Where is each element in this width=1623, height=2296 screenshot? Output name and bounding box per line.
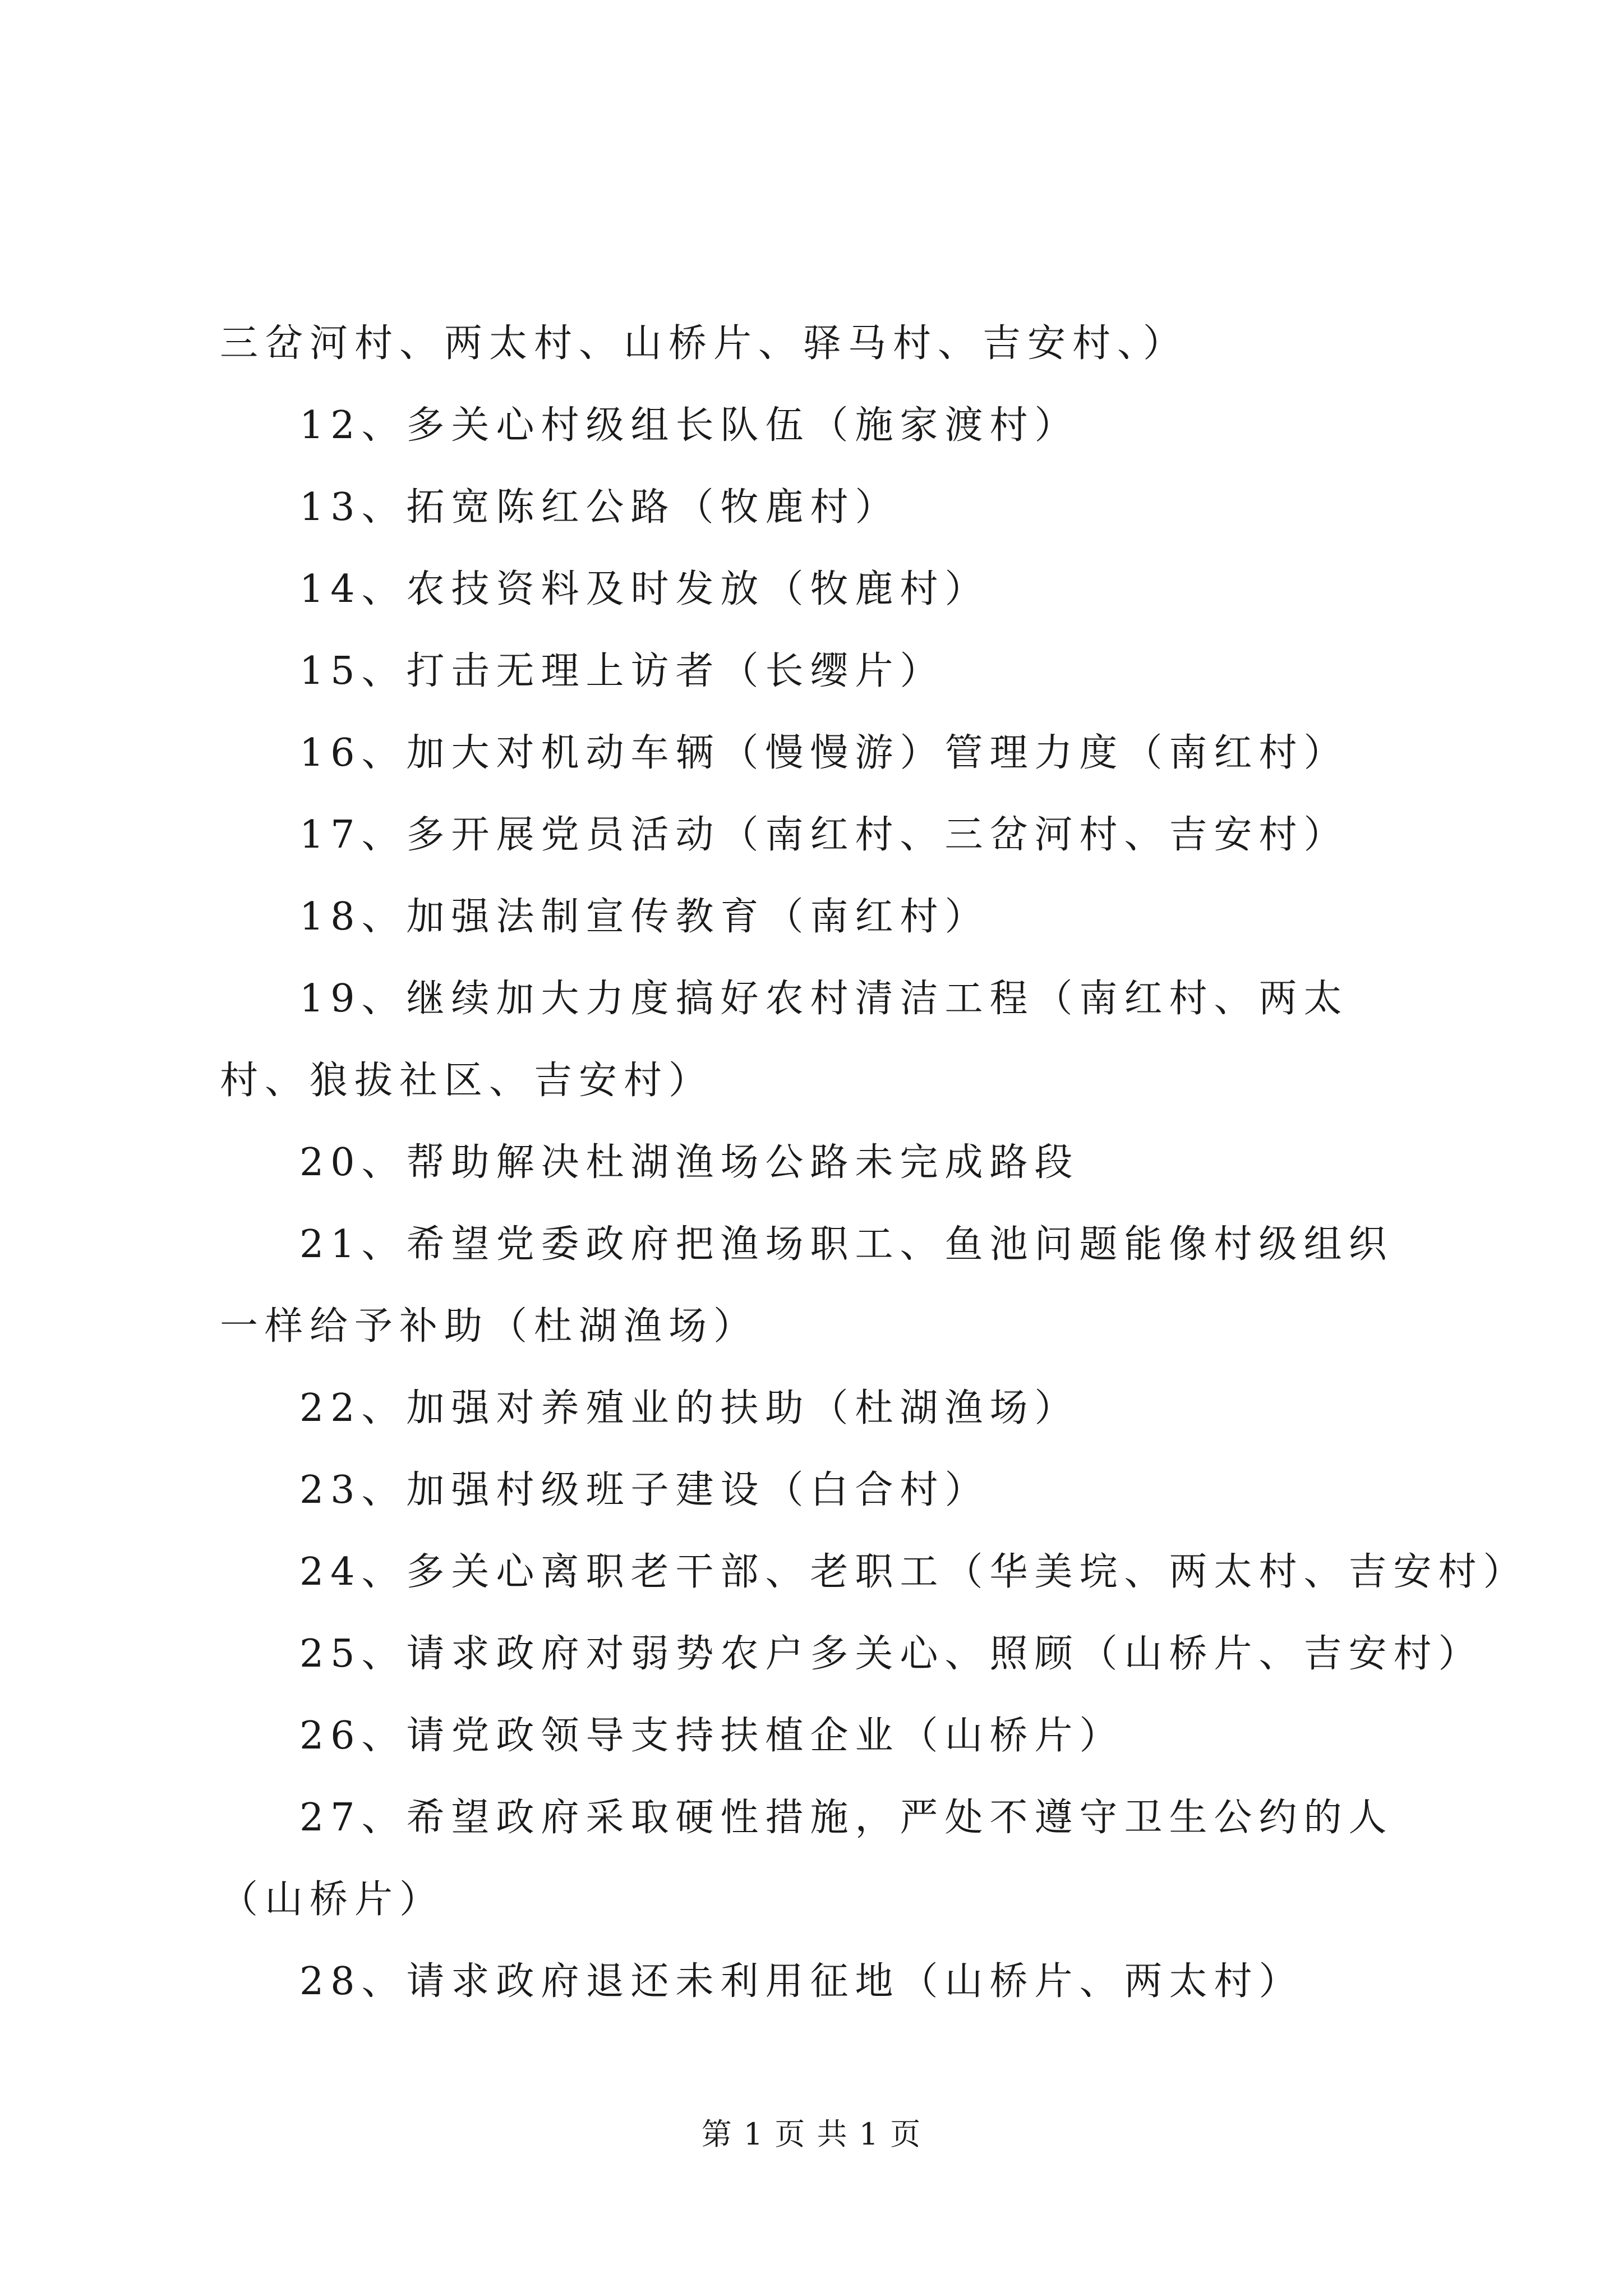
list-item-14: 14、农技资料及时发放（牧鹿村）	[299, 567, 990, 611]
list-item-16: 16、加大对机动车辆（慢慢游）管理力度（南红村）	[299, 731, 1349, 775]
list-item-26: 26、请党政领导支持扶植企业（山桥片）	[299, 1714, 1124, 1758]
list-item-19: 19、继续加大力度搞好农村清洁工程（南红村、两太村、狼拔社区、吉安村）	[220, 977, 1349, 1103]
list-item-28: 28、请求政府退还未利用征地（山桥片、两太村）	[299, 1959, 1304, 2004]
list-item-24: 24、多关心离职老干部、老职工（华美垸、两太村、吉安村）	[299, 1550, 1528, 1594]
page-footer: 第 1 页 共 1 页	[701, 2116, 922, 2152]
list-item-21: 21、希望党委政府把渔场职工、鱼池问题能像村级组织一样给予补助（杜湖渔场）	[220, 1222, 1394, 1349]
list-item-23: 23、加强村级班子建设（白合村）	[299, 1468, 990, 1512]
paragraph-continuation: 三岔河村、两太村、山桥片、驿马村、吉安村、）	[220, 321, 1188, 366]
list-item-15: 15、打击无理上访者（长缨片）	[299, 649, 945, 693]
list-item-22: 22、加强对养殖业的扶助（杜湖渔场）	[299, 1386, 1080, 1430]
list-item-20: 20、帮助解决杜湖渔场公路未完成路段	[299, 1140, 1080, 1185]
list-item-27: 27、希望政府采取硬性措施，严处不遵守卫生公约的人（山桥片）	[220, 1796, 1394, 1922]
list-item-12: 12、多关心村级组长队伍（施家渡村）	[299, 403, 1080, 448]
list-item-25: 25、请求政府对弱势农户多关心、照顾（山桥片、吉安村）	[299, 1632, 1483, 1676]
document-body	[220, 303, 1528, 2023]
list-item-17: 17、多开展党员活动（南红村、三岔河村、吉安村）	[299, 813, 1349, 857]
list-item-18: 18、加强法制宣传教育（南红村）	[299, 895, 990, 939]
list-item-13: 13、拓宽陈红公路（牧鹿村）	[299, 485, 900, 530]
